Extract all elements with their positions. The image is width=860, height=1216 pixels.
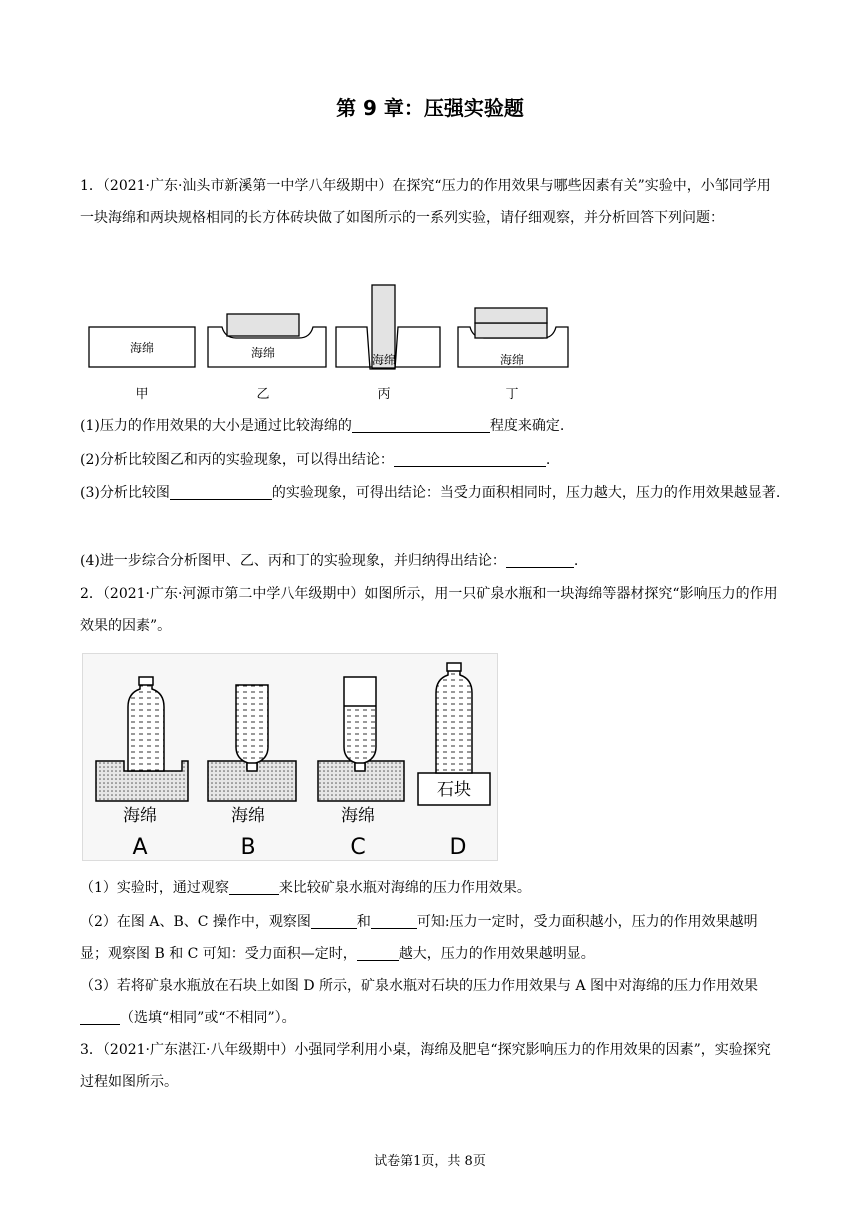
answer-blank[interactable] [371,912,417,929]
q2-figure [82,653,498,861]
answer-blank[interactable] [352,416,490,433]
q2-stem: 2．（2021·广东·河源市第二中学八年级期中）如图所示，用一只矿泉水瓶和一块海绵等器材探究“影响压力的作用效果的因素”。 [80,586,778,634]
q1-sub1-text-a: (1)压力的作用效果的大小是通过比较海绵的 [80,418,352,434]
q1-sub2-text-b: . [545,452,551,468]
answer-blank[interactable] [229,878,279,895]
q1-sub4-text-b: . [573,553,579,569]
answer-blank[interactable] [394,450,546,467]
q2-sub2-text-b: 和 [356,914,371,930]
fig-label-d: D [449,835,467,860]
answer-blank[interactable] [311,912,357,929]
answer-blank[interactable] [357,944,399,961]
q1-sub1 [80,410,782,442]
brick-ding-top [475,308,547,323]
sponge-label-bing: 海绵 [371,353,397,367]
fig-label-jia: 甲 [135,387,149,402]
q2-sub1 [80,872,782,904]
q1-sub2 [80,444,782,476]
q1-sub2-text-a: (2)分析比较图乙和丙的实验现象，可以得出结论： [80,452,394,468]
fig-label-c: C [350,835,366,860]
sponge-label-c: 海绵 [341,806,375,826]
q3-stem: 3．（2021·广东湛江·八年级期中）小强同学利用小桌，海绵及肥皂“探究影响压力的作用效果的因素”，实验探究过程如图所示。 [80,1042,771,1090]
sponge-label-ding: 海绵 [499,353,525,367]
sponge-label-jia: 海绵 [129,341,155,355]
q1-sub3-text-a: (3)分析比较图 [80,485,170,501]
q2-sub1-text-a: （1）实验时，通过观察 [80,880,229,896]
q1-sub1-text-b: 程度来确定. [489,418,565,434]
page-title: 第 9 章：压强实验题 [336,96,524,120]
q1-figure [80,282,580,410]
brick-yi [227,314,299,336]
answer-blank[interactable] [506,551,574,568]
answer-blank[interactable] [80,1008,120,1025]
q2-sub2-text-a: （2）在图 A、B、C 操作中，观察图 [80,914,311,930]
sponge-label-b: 海绵 [231,806,265,826]
fig-label-ding: 丁 [505,387,519,402]
answer-blank[interactable] [170,483,272,500]
bottle-d [436,669,472,773]
q1-sub3 [80,477,782,509]
stone-label-d: 石块 [437,780,471,800]
q2-sub2-text-c: 可知:压力一定时，受力面积越小，压力的作用效果越明显；观察图 B 和 C 可知：受力面积—定时， [80,914,758,962]
q1-sub4-text-a: (4)进一步综合分析图甲、乙、丙和丁的实验现象，并归纳得出结论： [80,553,506,569]
bottle-a [128,683,164,771]
q2-sub1-text-b: 来比较矿泉水瓶对海绵的压力作用效果。 [278,880,531,896]
q1-sub4 [80,545,782,577]
fig-label-b: B [240,835,256,860]
sponge-label-yi: 海绵 [250,346,276,360]
sponge-label-a: 海绵 [123,806,157,826]
q2-sub3-text-b: （选填“相同”或“不相同”）。 [120,1010,296,1026]
page-footer: 试卷第1页，共 8页 [374,1154,486,1169]
fig-label-yi: 乙 [256,387,270,402]
q2-sub3-text-a: （3）若将矿泉水瓶放在石块上如图 D 所示，矿泉水瓶对石块的压力作用效果与 A 图中对海绵的压力作用效果 [80,978,759,994]
q1-sub3-text-b: 的实验现象，可得出结论：当受力面积相同时，压力越大，压力的作用效果越显著. [271,485,781,501]
fig-label-bing: 丙 [377,387,391,402]
q1-stem: 1．（2021·广东·汕头市新溪第一中学八年级期中）在探究“压力的作用效果与哪些因素有关”实验中，小邹同学用一块海绵和两块规格相同的长方体砖块做了如图所示的一系列实验，请仔细观察，并分析回答下列问题： [80,178,771,226]
fig-label-a: A [132,835,148,860]
q2-sub2-text-d: 越大，压力的作用效果越明显。 [398,946,595,962]
q2-sub3 [80,970,782,1034]
bottle-b [236,685,268,769]
brick-ding-bottom [475,323,547,338]
q2-sub2 [80,906,782,970]
